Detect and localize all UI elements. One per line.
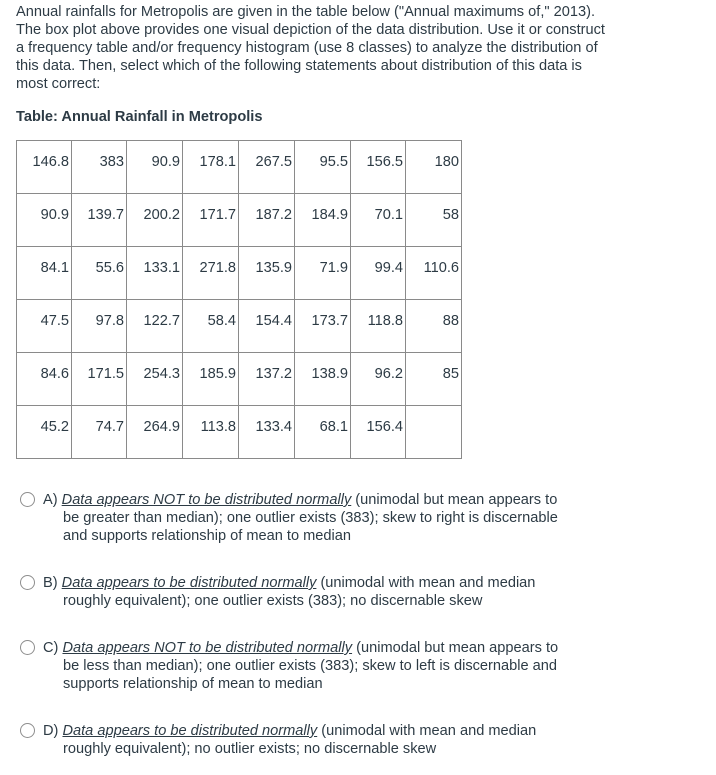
- table-cell: 99.4: [351, 247, 406, 300]
- table-cell: 45.2: [17, 406, 72, 459]
- table-cell: 185.9: [183, 353, 239, 406]
- radio-button-a[interactable]: [20, 492, 35, 507]
- table-cell: 187.2: [239, 194, 295, 247]
- table-cell: 184.9: [295, 194, 351, 247]
- table-row: [17, 247, 462, 300]
- radio-button-c[interactable]: [20, 640, 35, 655]
- option-b-text: [43, 574, 595, 610]
- option-link: Data appears to be distributed normally: [61, 575, 317, 591]
- table-cell: 180: [406, 141, 462, 194]
- option-line: (unimodal with mean and median: [316, 575, 536, 591]
- table-cell: 264.9: [127, 406, 183, 459]
- answer-option-d[interactable]: [20, 722, 595, 758]
- table-cell: 122.7: [127, 300, 183, 353]
- option-c-text: [43, 639, 595, 693]
- table-cell: 118.8: [351, 300, 406, 353]
- option-a-text: [43, 491, 595, 545]
- option-line: supports relationship of mean to median: [63, 676, 323, 692]
- table-cell: 95.5: [295, 141, 351, 194]
- radio-button-b[interactable]: [20, 575, 35, 590]
- table-row: [17, 406, 462, 459]
- table-cell: 84.6: [17, 353, 72, 406]
- option-line: and supports relationship of mean to median: [63, 528, 351, 544]
- option-d-text: [43, 722, 595, 758]
- option-letter: B): [43, 575, 58, 591]
- answer-option-b[interactable]: [20, 574, 595, 610]
- table-cell: 58: [406, 194, 462, 247]
- table-cell: 110.6: [406, 247, 462, 300]
- rainfall-table: [16, 140, 462, 459]
- option-letter: C): [43, 640, 59, 656]
- option-line: (unimodal but mean appears to: [352, 640, 559, 656]
- option-line: be greater than median); one outlier exists (383); skew to right is discernable: [63, 510, 558, 526]
- table-row: [17, 300, 462, 353]
- question-text: Annual rainfalls for Metropolis are given in the table below ("Annual maximums of," 2013). The box plot above provides one visual depiction of the data distribution. Use it or construct a frequency table and/or frequency histogram (use 8 classes) to analyze the distribution of this data. Then, select which of the following statements about distribution of this data is most correct:: [16, 4, 605, 92]
- table-cell: 171.5: [72, 353, 127, 406]
- table-cell: 133.4: [239, 406, 295, 459]
- option-link: Data appears NOT to be distributed normally: [62, 640, 353, 656]
- radio-button-d[interactable]: [20, 723, 35, 738]
- table-cell: 58.4: [183, 300, 239, 353]
- table-cell: 47.5: [17, 300, 72, 353]
- table-cell: 88: [406, 300, 462, 353]
- table-cell: 254.3: [127, 353, 183, 406]
- table-cell: [406, 406, 462, 459]
- table-cell: 156.4: [351, 406, 406, 459]
- table-cell: 97.8: [72, 300, 127, 353]
- table-cell: 85: [406, 353, 462, 406]
- table-row: [17, 353, 462, 406]
- table-cell: 135.9: [239, 247, 295, 300]
- option-letter: A): [43, 492, 58, 508]
- option-line: roughly equivalent); one outlier exists (383); no discernable skew: [63, 593, 483, 609]
- table-cell: 113.8: [183, 406, 239, 459]
- option-letter: D): [43, 723, 59, 739]
- table-cell: 178.1: [183, 141, 239, 194]
- table-cell: 90.9: [127, 141, 183, 194]
- option-line: (unimodal with mean and median: [317, 723, 537, 739]
- table-cell: 55.6: [72, 247, 127, 300]
- table-cell: 154.4: [239, 300, 295, 353]
- option-line: roughly equivalent); no outlier exists; no discernable skew: [63, 741, 437, 757]
- table-row: [17, 141, 462, 194]
- table-cell: 171.7: [183, 194, 239, 247]
- table-cell: 267.5: [239, 141, 295, 194]
- table-cell: 156.5: [351, 141, 406, 194]
- option-line: (unimodal but mean appears to: [351, 492, 558, 508]
- table-cell: 200.2: [127, 194, 183, 247]
- table-cell: 90.9: [17, 194, 72, 247]
- answer-option-a[interactable]: [20, 491, 595, 545]
- table-cell: 70.1: [351, 194, 406, 247]
- table-cell: 96.2: [351, 353, 406, 406]
- option-line: be less than median); one outlier exists (383); skew to left is discernable and: [63, 658, 558, 674]
- option-link: Data appears to be distributed normally: [62, 723, 318, 739]
- table-cell: 133.1: [127, 247, 183, 300]
- table-cell: 383: [72, 141, 127, 194]
- answer-option-c[interactable]: [20, 639, 595, 693]
- option-link: Data appears NOT to be distributed normally: [61, 492, 352, 508]
- table-cell: 137.2: [239, 353, 295, 406]
- table-row: [17, 194, 462, 247]
- table-cell: 138.9: [295, 353, 351, 406]
- table-cell: 74.7: [72, 406, 127, 459]
- table-cell: 271.8: [183, 247, 239, 300]
- table-cell: 146.8: [17, 141, 72, 194]
- table-cell: 139.7: [72, 194, 127, 247]
- table-cell: 84.1: [17, 247, 72, 300]
- table-title: Table: Annual Rainfall in Metropolis: [16, 109, 263, 125]
- table-cell: 71.9: [295, 247, 351, 300]
- table-cell: 173.7: [295, 300, 351, 353]
- table-cell: 68.1: [295, 406, 351, 459]
